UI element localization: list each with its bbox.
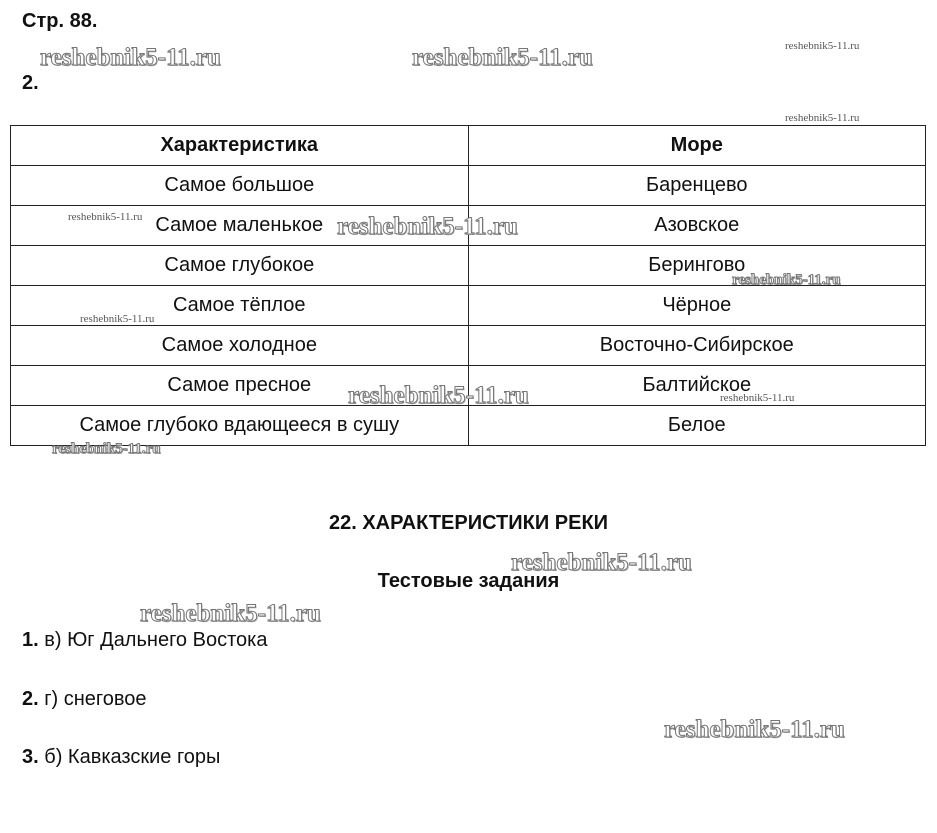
watermark: reshebnik5-11.ru [68, 211, 143, 223]
watermark: reshebnik5-11.ru [664, 716, 845, 743]
sea-cell: Баренцево [468, 166, 925, 206]
watermark: reshebnik5-11.ru [785, 40, 860, 52]
characteristic-cell: Самое маленькое [11, 206, 469, 246]
table-row [11, 206, 926, 246]
task-number: 2. [22, 72, 39, 94]
characteristic-cell: Самое тёплое [11, 286, 469, 326]
column-header-sea: Море [468, 126, 925, 166]
section-subtitle: Тестовые задания [377, 570, 560, 592]
watermark: reshebnik5-11.ru [785, 112, 860, 124]
sea-cell: Белое [468, 406, 925, 446]
characteristic-cell: Самое большое [11, 166, 469, 206]
table-row [11, 366, 926, 406]
characteristic-cell: Самое холодное [11, 326, 469, 366]
watermark: reshebnik5-11.ru [412, 44, 593, 71]
table-header-row [11, 126, 926, 166]
characteristic-cell: Самое пресное [11, 366, 469, 406]
answer-item [22, 629, 267, 652]
answer-text: в) Юг Дальнего Востока [38, 629, 268, 651]
watermark: reshebnik5-11.ru [80, 313, 155, 325]
answer-number: 2. [22, 688, 39, 710]
watermark: reshebnik5-11.ru [337, 213, 518, 240]
table-row [11, 406, 926, 446]
seas-table [10, 125, 926, 446]
answer-item [22, 688, 147, 711]
watermark: reshebnik5-11.ru [40, 44, 221, 71]
sea-cell: Восточно-Сибирское [468, 326, 925, 366]
section-title: 22. ХАРАКТЕРИСТИКИ РЕКИ [328, 512, 609, 534]
sea-cell: Азовское [468, 206, 925, 246]
watermark: reshebnik5-11.ru [348, 382, 529, 409]
sea-cell: Берингово [468, 246, 925, 286]
column-header-characteristic: Характеристика [11, 126, 469, 166]
sea-cell: Балтийское [468, 366, 925, 406]
watermark: reshebnik5-11.ru [720, 392, 795, 404]
characteristic-cell: Самое глубокое [11, 246, 469, 286]
answer-text: б) Кавказские горы [38, 746, 221, 768]
watermark: reshebnik5-11.ru [511, 549, 692, 576]
characteristic-cell: Самое глубоко вдающееся в сушу [11, 406, 469, 446]
sea-cell: Чёрное [468, 286, 925, 326]
table-row [11, 246, 926, 286]
answer-number: 1. [22, 629, 39, 651]
answer-number: 3. [22, 746, 39, 768]
page-label: Стр. 88. [22, 10, 98, 32]
watermark: reshebnik5-11.ru [732, 272, 841, 288]
watermark: reshebnik5-11.ru [140, 600, 321, 627]
watermark: reshebnik5-11.ru [52, 441, 161, 457]
answer-text: г) снеговое [38, 688, 147, 710]
table-row [11, 326, 926, 366]
table-row [11, 286, 926, 326]
answer-item [22, 746, 220, 769]
table-row [11, 166, 926, 206]
